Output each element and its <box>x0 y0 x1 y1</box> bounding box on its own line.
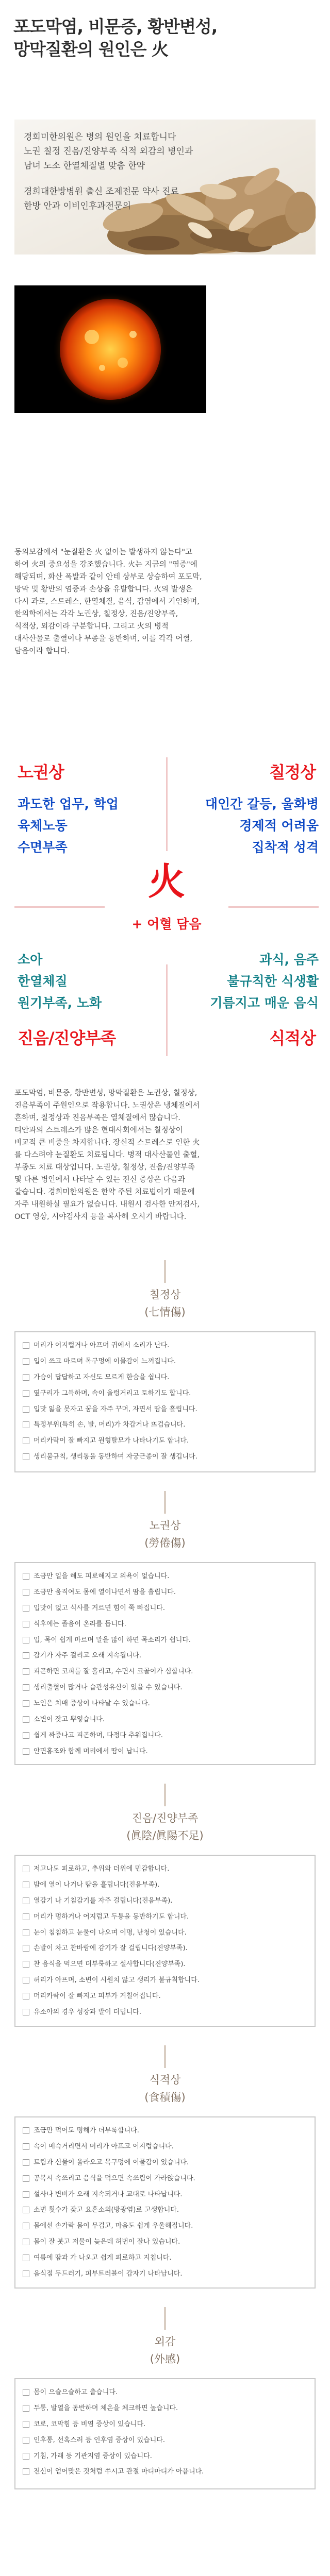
herb-caption-line: 남녀 노소 한열체질별 맞춤 한약 <box>24 161 145 171</box>
body-line: 를 다스려야 눈질환도 치료됩니다. 병적 대사산물인 출혈, <box>14 1151 200 1159</box>
intro-line: 다시 과로, 스트레스, 한열체질, 음식, 감염에서 기인하며, <box>14 598 200 606</box>
checkbox[interactable] <box>23 1961 29 1968</box>
checkbox[interactable] <box>23 1573 29 1580</box>
body-line: 및 다른 병인에서 나타날 수 있는 전신 증상은 다음과 <box>14 1176 186 1184</box>
checkbox[interactable] <box>23 1882 29 1888</box>
section-heading-chiljeong <box>0 1286 330 1321</box>
checklist-item: 머리가 멍하거나 어지럽고 두통을 동반하기도 합니다. <box>23 1911 307 1923</box>
checklist-item: 유소아의 경우 성장과 발이 더딥니다. <box>23 2006 307 2019</box>
section-hanja: (七情傷) <box>144 1306 186 1318</box>
quadrant-nogwon-items <box>18 793 119 858</box>
checklist-item: 인후통, 선혹스러 등 인후염 증상이 있습니다. <box>23 2434 307 2447</box>
intro-line: 식적상, 외감이라 구분합니다. 그리고 火의 병적 <box>14 622 169 631</box>
checkbox[interactable] <box>23 1700 29 1707</box>
page-title-line: 포도막염, 비문증, 황반변성, <box>13 16 218 37</box>
checklist-item: 손발이 차고 찬바람에 감기가 잘 걸립니다(진양부족). <box>23 1942 307 1955</box>
fire-subtext: + 어혈 담음 <box>131 917 202 931</box>
checkbox[interactable] <box>23 1621 29 1628</box>
body-line: 비교적 큰 비중을 차지합니다. 장신적 스트레스로 인한 火 <box>14 1139 200 1147</box>
checklist-item: 속이 메슥거리면서 머리가 아프고 어지럽습니다. <box>23 2141 307 2153</box>
checklist-item: 특정부위(특히 손, 발, 머리)가 차갑거나 뜨겁습니다. <box>23 1419 307 1431</box>
quadrant-jinum-title: 진음/진양부족 <box>18 1028 116 1048</box>
checklist-item: 여름에 땀과 가 나오고 쉽게 피로하고 지칩니다. <box>23 2252 307 2264</box>
checkbox[interactable] <box>23 1732 29 1739</box>
checklist-sikjeok <box>14 2116 316 2289</box>
checklist-item: 허리가 아프며, 소변이 시원치 않고 생리가 불규칙합니다. <box>23 1974 307 1987</box>
checkbox[interactable] <box>23 1913 29 1920</box>
section-title: 노권상 <box>149 1519 181 1532</box>
section-heading-jinum <box>0 1809 330 1844</box>
checkbox[interactable] <box>23 1589 29 1596</box>
checkbox[interactable] <box>23 1637 29 1643</box>
checkbox[interactable] <box>23 2468 29 2475</box>
checkbox[interactable] <box>23 1406 29 1413</box>
checklist-item: 트림과 신물이 올라오고 목구멍에 이물감이 있습니다. <box>23 2157 307 2169</box>
checklist-item: 열감기 나 기침감기를 자주 걸립니다(진음부족). <box>23 1895 307 1907</box>
intro-line: 대사산물로 출혈이나 부종을 동반하며, 이를 각각 어혈, <box>14 635 193 643</box>
section-connector <box>164 1260 166 1283</box>
quadrant-sikjeok-items <box>210 949 319 1014</box>
checkbox[interactable] <box>23 1684 29 1691</box>
checklist-item: 피곤하면 코피를 잘 흘리고, 수면시 코골이가 심합니다. <box>23 1666 307 1678</box>
checklist-item: 입맛이 없고 식사를 거르면 힘이 쭉 빠집니다. <box>23 1602 307 1615</box>
checklist-item: 조금만 먹어도 명해가 더부룩합니다. <box>23 2125 307 2137</box>
herb-image <box>14 120 316 255</box>
checklist-item: 안면홍조와 함께 머리에서 땀이 납니다. <box>23 1745 307 1758</box>
checkbox[interactable] <box>23 1866 29 1872</box>
checklist-item: 저고나도 피로하고, 추위와 더위에 민감합니다. <box>23 1863 307 1875</box>
checkbox[interactable] <box>23 2239 29 2245</box>
herb-caption <box>24 130 193 213</box>
checklist-item: 식후에는 졸음이 온라를 듭니다. <box>23 1618 307 1631</box>
checklist-item: 몸에선 손가락 몸이 무겁고, 마음도 쉽게 우울해집니다. <box>23 2220 307 2232</box>
checklist-item: 쉽게 짜증나고 피곤하며, 다정다 추워집니다. <box>23 1730 307 1742</box>
cause-item: 한열체질 <box>18 974 68 989</box>
intro-line: 담음이라 합니다. <box>14 647 70 655</box>
checklist-item: 소변이 잦고 뿌옇습니다. <box>23 1714 307 1726</box>
cause-diagram <box>14 757 319 1056</box>
checkbox[interactable] <box>23 2437 29 2444</box>
checkbox[interactable] <box>23 2159 29 2166</box>
checkbox[interactable] <box>23 2453 29 2460</box>
checklist-item: 입맛 잃을 못자고 꿈을 자주 꾸며, 자면서 땀을 흘립니다. <box>23 1403 307 1416</box>
sun-illustration <box>14 285 206 413</box>
checklist-item: 입이 쓰고 마르며 목구멍에 이물감이 느껴집니다. <box>23 1355 307 1368</box>
checkbox[interactable] <box>23 1929 29 1936</box>
checkbox[interactable] <box>23 2191 29 2198</box>
checkbox[interactable] <box>23 2389 29 2396</box>
quadrant-nogwon-title: 노권상 <box>18 762 64 782</box>
fire-character: 火 <box>147 860 185 903</box>
intro-text <box>14 546 319 657</box>
checkbox[interactable] <box>23 1993 29 1999</box>
checklist-item: 밤에 열이 나거나 땀을 흘립니다(진음부족). <box>23 1879 307 1891</box>
section-title: 식적상 <box>149 2074 181 2086</box>
cause-item: 기름지고 매운 음식 <box>210 995 319 1010</box>
checkbox[interactable] <box>23 1390 29 1397</box>
checkbox[interactable] <box>23 1945 29 1952</box>
checklist-item: 감기가 자주 걸리고 오래 지속됩니다. <box>23 1650 307 1662</box>
intro-line: 한의학에서는 각각 노권상, 칠정상, 진음/진양부족, <box>14 610 178 618</box>
section-heading-sikjeok <box>0 2071 330 2106</box>
checkbox[interactable] <box>23 2175 29 2182</box>
section-title: 칠정상 <box>149 1289 181 1301</box>
section-hanja: (勞倦傷) <box>144 1537 186 1549</box>
checkbox[interactable] <box>23 1652 29 1659</box>
body-line: 흔하며, 칠정상과 진음부족은 열체질에서 많습니다. <box>14 1114 180 1122</box>
checkbox[interactable] <box>23 2207 29 2213</box>
herb-caption-line: 경희대한방병원 출신 조제전문 약사 진료 <box>24 187 179 197</box>
section-connector <box>164 2307 166 2330</box>
checklist-item: 옆구리가 그득하며, 속이 울렁거리고 토하기도 합니다. <box>23 1387 307 1400</box>
checklist-item: 두통, 발열을 동반하며 체온을 체크하면 높습니다. <box>23 2402 307 2415</box>
section-connector <box>164 1784 166 1806</box>
intro-line: 망막 및 황반의 염증과 손상을 유발합니다. 火의 발생은 <box>14 585 193 594</box>
checkbox[interactable] <box>23 2223 29 2229</box>
intro-line: 하여 火의 중요성을 강조했습니다. 火는 지금의 "염증"에 <box>14 561 197 569</box>
herb-caption-line: 경희미한의원은 병의 원인을 치료합니다 <box>24 132 176 142</box>
checkbox[interactable] <box>23 1977 29 1984</box>
checkbox[interactable] <box>23 1716 29 1723</box>
checklist-item: 기침, 가래 등 기관지염 증상이 있습니다. <box>23 2450 307 2463</box>
body-line: 부종도 치료 대상입니다. 노권상, 칠정상, 진음/진양부족 <box>14 1163 195 1172</box>
checkbox[interactable] <box>23 1342 29 1349</box>
checklist-item: 머리가 어지럽거나 아프며 귀에서 소리가 난다. <box>23 1340 307 1352</box>
checklist-item: 조금만 일을 해도 피로해지고 의욕이 없습니다. <box>23 1570 307 1583</box>
checklist-item: 코로, 코막힘 등 비염 증상이 있습니다. <box>23 2418 307 2431</box>
cause-item: 원기부족, 노화 <box>18 995 102 1010</box>
checkbox[interactable] <box>23 1374 29 1381</box>
checkbox[interactable] <box>23 1605 29 1612</box>
checkbox[interactable] <box>23 1358 29 1365</box>
checklist-item: 소변 횟수가 잦고 요흔소의(방광염)로 고생합니다. <box>23 2204 307 2216</box>
checklist-item: 전신이 얻어맞은 것처럼 쑤시고 관절 마디마디가 아픕니다. <box>23 2466 307 2478</box>
section-connector <box>164 1491 166 1514</box>
checklist-oegam <box>14 2378 316 2489</box>
cause-item: 육체노동 <box>18 818 68 833</box>
checklist-item: 머리카락이 잘 빠지고 피부가 거칠어집니다. <box>23 1990 307 2003</box>
body-line: OCT 영상, 시야검사지 등을 복사해 오시기 바랍니다. <box>14 1213 187 1221</box>
checklist-item: 찬 음식을 먹으면 더부룩하고 설사합니다(진양부족). <box>23 1958 307 1971</box>
cause-item: 과도한 업무, 학업 <box>18 796 119 811</box>
cause-item: 대인간 갈등, 울화병 <box>205 796 319 811</box>
checklist-item: 조금만 움직여도 몸에 열이나면서 땀을 흘립니다. <box>23 1586 307 1599</box>
section-title: 진음/진양부족 <box>131 1812 199 1824</box>
checklist-item: 음식점 두드러기, 피부트러블이 갑자기 나타납니다. <box>23 2268 307 2280</box>
checklist-chiljeong <box>14 1331 316 1472</box>
section-heading-nogwon <box>0 1517 330 1552</box>
checklist-item: 눈이 침침하고 눈물이 나오며 이명, 난청이 있습니다. <box>23 1927 307 1939</box>
section-title: 외감 <box>154 2335 176 2348</box>
checklist-jinum <box>14 1855 316 2027</box>
checkbox[interactable] <box>23 1453 29 1460</box>
checkbox[interactable] <box>23 1897 29 1904</box>
body-text <box>14 1087 319 1223</box>
checklist-item: 생리출혈이 많거나 습관성유산이 있을 수 있습니다. <box>23 1682 307 1694</box>
checklist-nogwon <box>14 1562 316 1765</box>
checkbox[interactable] <box>23 2255 29 2261</box>
cause-item: 수면부족 <box>18 840 68 855</box>
checkbox[interactable] <box>23 2421 29 2428</box>
checkbox[interactable] <box>23 2127 29 2134</box>
quadrant-jinum-items <box>18 949 102 1014</box>
section-heading-oegam <box>0 2333 330 2368</box>
checkbox[interactable] <box>23 2405 29 2412</box>
sun-image <box>14 285 206 413</box>
section-hanja: (食積傷) <box>144 2091 186 2104</box>
checklist-item: 노인은 치매 증상이 나타날 수 있습니다. <box>23 1698 307 1710</box>
section-hanja: (眞陰/眞陽不足) <box>126 1829 204 1842</box>
cause-item: 집착적 성격 <box>252 840 319 855</box>
checklist-item: 몸이 으슬으슬하고 춥습니다. <box>23 2386 307 2399</box>
body-line: 포도막염, 비문증, 황반변성, 망막질환은 노권상, 칠정상, <box>14 1089 197 1097</box>
body-line: 진음부족이 주원인으로 작용합니다. 노권상은 냉체질에서 <box>14 1101 200 1110</box>
checklist-item: 설사나 변비가 오래 지속되거나 교대로 나타납니다. <box>23 2189 307 2201</box>
quadrant-sikjeok-title: 식적상 <box>269 1028 316 1048</box>
intro-line: 동의보감에서 "눈질환은 火 없이는 발생하지 않는다"고 <box>14 548 193 556</box>
quadrant-chiljeong-items <box>205 793 319 858</box>
checkbox[interactable] <box>23 2270 29 2277</box>
herb-caption-line: 노권 칠정 진음/진양부족 식적 외감의 병인과 <box>24 146 193 157</box>
checkbox[interactable] <box>23 1668 29 1675</box>
checklist-item: 머리카락이 잘 빠지고 원형탈모가 나타나기도 합니다. <box>23 1435 307 1447</box>
section-connector <box>164 2045 166 2068</box>
cause-item: 소아 <box>18 952 43 967</box>
section-hanja: (外感) <box>150 2353 180 2365</box>
body-line: 같습니다. 경희미한의원은 한약 주된 치료법이기 때문에 <box>14 1188 195 1196</box>
checklist-item: 공복시 속쓰리고 음식을 먹으면 속쓰림이 가라앉습니다. <box>23 2173 307 2185</box>
checklist-item: 몸이 잘 붓고 저물이 늦은데 허번이 잘나 있습니다. <box>23 2236 307 2248</box>
cause-item: 과식, 음주 <box>259 952 319 967</box>
body-line: 티안과의 스트레스가 많은 현대사회에서는 칠정상이 <box>14 1126 183 1134</box>
checklist-item: 생리불규칙, 생리통을 동반하며 자궁근종이 잘 생깁니다. <box>23 1451 307 1463</box>
page-title <box>13 15 302 61</box>
cause-item: 경제적 어려움 <box>239 818 319 833</box>
checkbox[interactable] <box>23 1437 29 1444</box>
checkbox[interactable] <box>23 1748 29 1755</box>
checklist-item: 가슴이 답답하고 자신도 모르게 한숨을 쉽니다. <box>23 1371 307 1384</box>
quadrant-chiljeong-title: 칠정상 <box>269 762 316 782</box>
checkbox[interactable] <box>23 1421 29 1428</box>
checkbox[interactable] <box>23 2009 29 2015</box>
body-line: 자주 내원하실 필요가 없습니다. 내원시 검사한 안저검사, <box>14 1200 200 1209</box>
page-title-line: 망막질환의 원인은 火 <box>13 39 169 59</box>
checkbox[interactable] <box>23 2143 29 2150</box>
checklist-item: 입, 목이 쉽게 마르며 말을 많이 하면 목소리가 쉽니다. <box>23 1634 307 1647</box>
intro-line: 해당되며, 화산 폭발과 같이 안테 상부로 상승하여 포도막, <box>14 573 202 581</box>
cause-item: 불규칙한 식생활 <box>227 974 319 989</box>
herb-caption-line: 한방 안과 이비인후과전문의 <box>24 201 131 211</box>
